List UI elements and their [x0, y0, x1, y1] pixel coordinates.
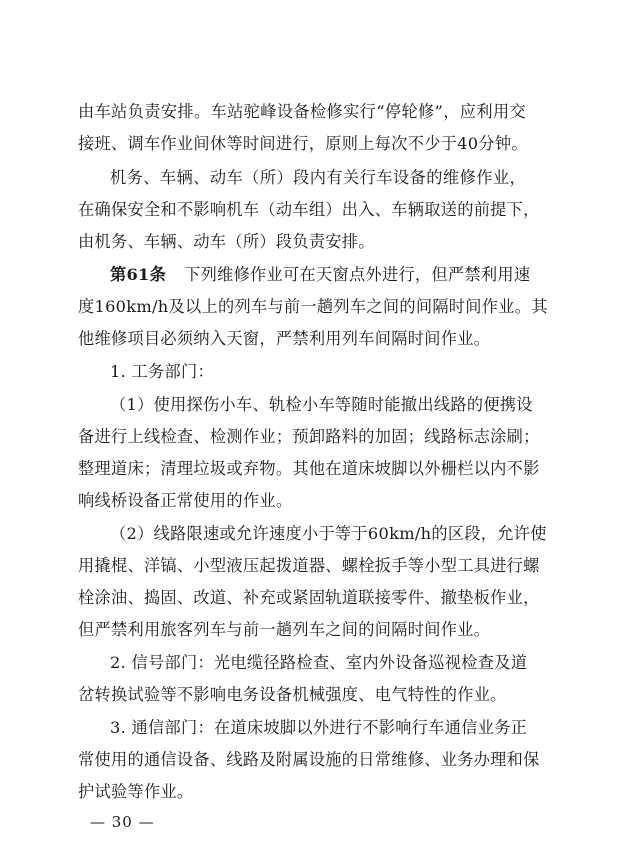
item-3-line-2: 常使用的通信设备、线路及附属设施的日常维修、业务办理和保 — [78, 750, 540, 769]
paragraph-2-line-3: 由机务、车辆、动车（所）段负责安排。 — [78, 232, 375, 251]
item-3-line-1: 3. 通信部门：在道床坡脚以外进行不影响行车通信业务正 — [110, 718, 528, 737]
item-2-line-2: 岔转换试验等不影响电务设备机械强度、电气特性的作业。 — [78, 685, 507, 704]
sub-item-2-line-3: 栓涂油、捣固、改道、补充或紧固轨道联接零件、撤垫板作业， — [78, 588, 540, 607]
article-heading: 第61条 — [110, 265, 167, 284]
item-3-line-3: 护试验等作业。 — [78, 782, 194, 801]
sub-item-1-line-2: 备进行上线检查、检测作业；预卸路料的加固；线路标志涂刷； — [78, 427, 540, 446]
sub-item-1-line-4: 响线桥设备正常使用的作业。 — [78, 491, 293, 510]
article-61-line-1 — [110, 265, 531, 285]
item-2-line-1: 2. 信号部门：光电缆径路检查、室内外设备巡视检查及道 — [110, 653, 528, 672]
paragraph-1-line-1: 由车站负责安排。车站驼峰设备检修实行“停轮修”，应利用交 — [78, 102, 526, 121]
paragraph-2-line-2: 在确保安全和不影响机车（动车组）出入、车辆取送的前提下， — [78, 200, 540, 219]
paragraph-2-line-1: 机务、车辆、动车（所）段内有关行车设备的维修作业， — [110, 168, 526, 187]
article-61-line-2: 度160km/h及以上的列车与前一趟列车之间的间隔时间作业。其 — [78, 297, 548, 316]
article-61-line-3: 他维修项目必须纳入天窗，严禁利用列车间隔时间作业。 — [78, 329, 491, 348]
sub-item-2-line-4: 但严禁利用旅客列车与前一趟列车之间的间隔时间作业。 — [78, 620, 491, 639]
sub-item-2-line-2: 用撬棍、洋镐、小型液压起拨道器、螺栓扳手等小型工具进行螺 — [78, 556, 540, 575]
paragraph-1-line-2: 接班、调车作业间休等时间进行，原则上每次不少于40分钟。 — [78, 134, 528, 153]
page-number: — 30 — — [90, 813, 155, 831]
sub-item-2-line-1: （2）线路限速或允许速度小于等于60km/h的区段，允许使 — [110, 524, 547, 543]
sub-item-1-line-3: 整理道床；清理垃圾或弃物。其他在道床坡脚以外栅栏以内不影 — [78, 459, 540, 478]
article-61-text-1: 下列维修作业可在天窗点外进行，但严禁利用速 — [184, 265, 531, 284]
item-1-heading: 1. 工务部门： — [110, 362, 214, 381]
sub-item-1-line-1: （1）使用探伤小车、轨检小车等随时能撤出线路的便携设 — [110, 395, 533, 414]
